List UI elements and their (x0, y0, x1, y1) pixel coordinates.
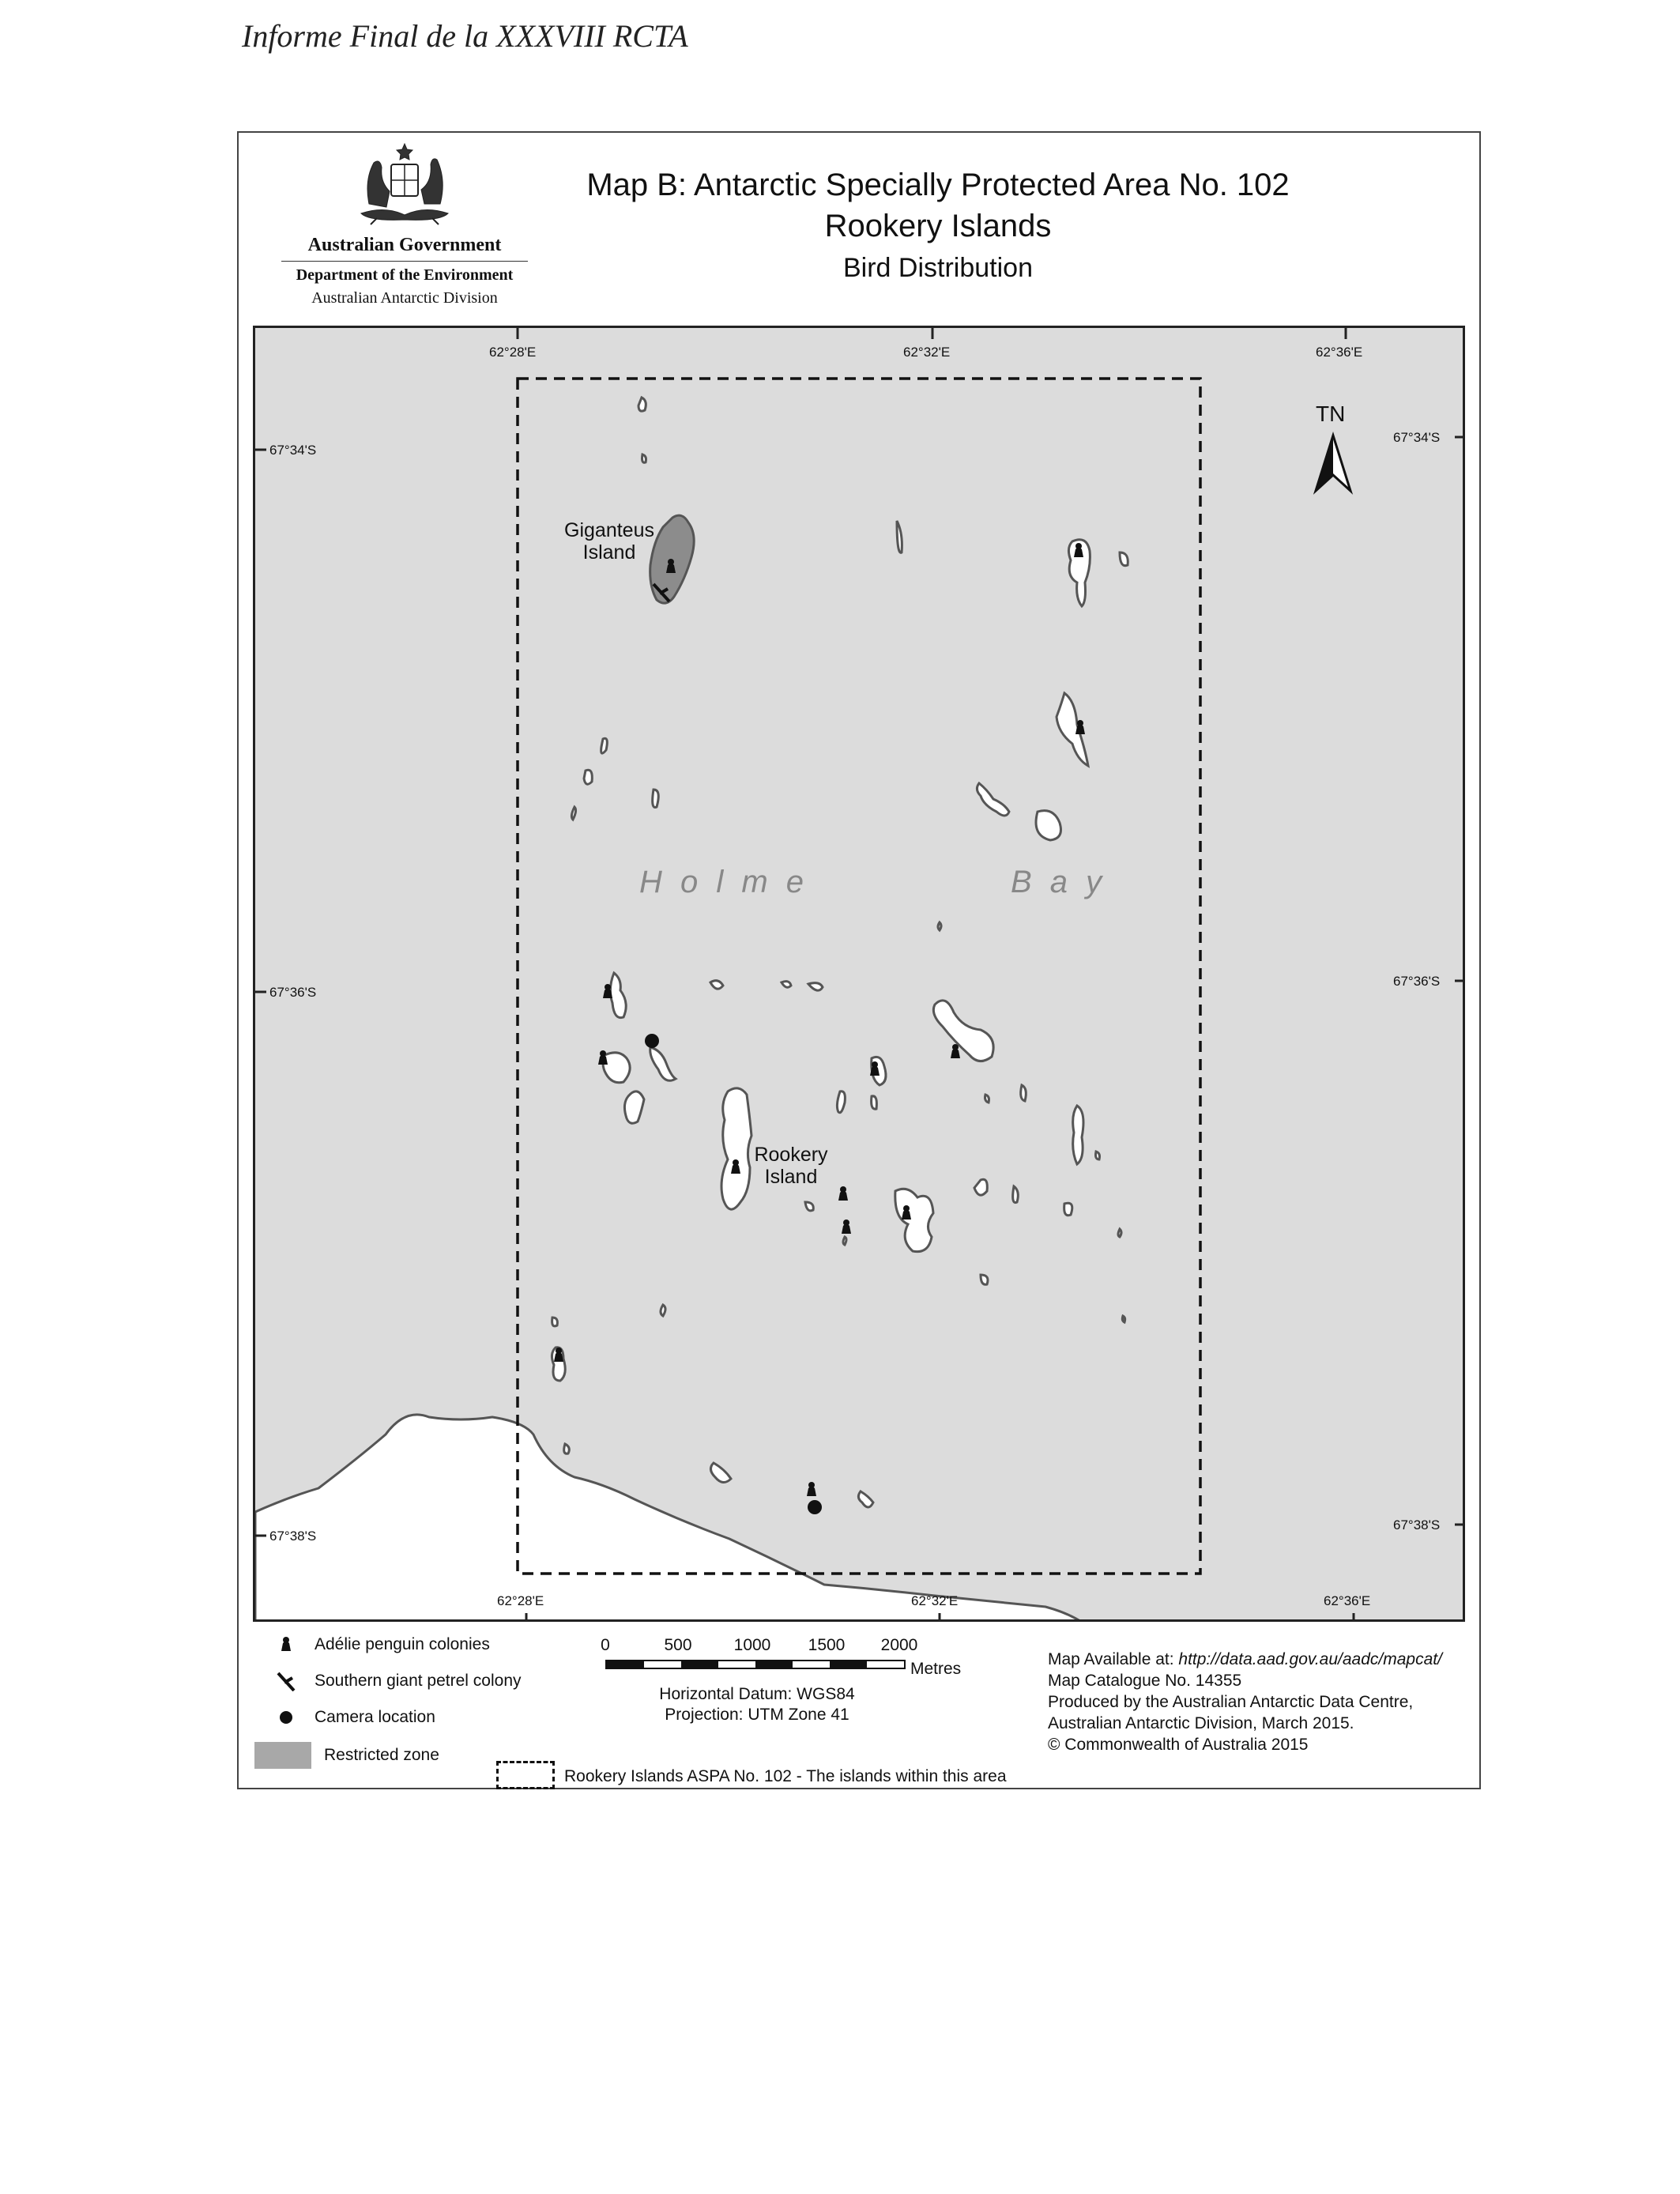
mainland-coast (255, 1415, 1085, 1622)
legend-camera (258, 1706, 435, 1729)
credits-availability (1048, 1649, 1442, 1670)
credits-produced-2: Australian Antarctic Division, March 2015. (1048, 1714, 1354, 1732)
north-arrow-label: TN (1316, 401, 1346, 426)
lat-left-2: 67°36'S (269, 985, 317, 1000)
penguin-icon (258, 1633, 315, 1657)
department-name: Department of the Environment (296, 266, 514, 284)
lon-bottom-2: 62°32'E (911, 1593, 959, 1608)
adelie-colonies (554, 543, 1085, 1496)
legend-petrel (258, 1669, 522, 1693)
camera-dot-icon (258, 1706, 315, 1729)
camera-dot-icon (645, 1034, 659, 1048)
giganteus-label-line2: Island (582, 541, 636, 564)
sea-label-bay: B a y (1011, 865, 1107, 899)
map-sheet (237, 131, 1481, 1789)
coat-of-arms-icon (345, 141, 464, 228)
credits-copyright: © Commonwealth of Australia 2015 (1048, 1736, 1309, 1754)
lon-bottom-3: 62°36'E (1324, 1593, 1371, 1608)
division-name: Australian Antarctic Division (311, 289, 498, 307)
map-canvas (253, 326, 1465, 1622)
credits-catalogue: Map Catalogue No. 14355 (1048, 1672, 1242, 1690)
lat-right-3: 67°38'S (1393, 1517, 1441, 1532)
lon-top-3: 62°36'E (1316, 345, 1363, 360)
lat-right-2: 67°36'S (1393, 974, 1441, 989)
map-title-area: Rookery Islands (824, 209, 1052, 243)
legend-aspa-label: Rookery Islands ASPA No. 102 - The islands within this area (564, 1767, 1007, 1785)
giganteus-label-line1: Giganteus (564, 519, 654, 541)
government-branding (270, 141, 539, 307)
scale-tick-1500: 1500 (808, 1636, 846, 1654)
credits-url[interactable]: http://data.aad.gov.au/aadc/mapcat/ (1178, 1650, 1442, 1668)
lon-top-2: 62°32'E (903, 345, 951, 360)
penguin-icon (838, 1186, 848, 1201)
scale-tick-0: 0 (601, 1636, 610, 1654)
penguin-icon (807, 1482, 816, 1496)
camera-dot-icon (808, 1500, 822, 1514)
scale-tick-2000: 2000 (880, 1636, 918, 1654)
rookery-label-line2: Island (764, 1166, 818, 1188)
map-credits (1048, 1649, 1442, 1755)
map-title-block (539, 164, 1337, 284)
map-title: Map B: Antarctic Specially Protected Area No. 102 (586, 168, 1290, 202)
credits-available-prefix: Map Available at: (1048, 1650, 1174, 1668)
petrel-icon (258, 1669, 315, 1693)
government-name: Australian Government (307, 235, 502, 255)
legend-restricted (254, 1742, 439, 1769)
penguin-icon (842, 1220, 851, 1234)
rookery-label-line1: Rookery (754, 1144, 828, 1166)
horizontal-datum: Horizontal Datum: WGS84 (659, 1685, 855, 1703)
document-header: Informe Final de la XXXVIII RCTA (242, 18, 688, 54)
lon-bottom-1: 62°28'E (497, 1593, 544, 1608)
scale-bar (605, 1660, 906, 1669)
scale-unit: Metres (910, 1660, 962, 1678)
islands (552, 398, 1128, 1507)
restricted-swatch (254, 1742, 311, 1769)
credits-produced-1: Produced by the Australian Antarctic Data Centre, (1048, 1693, 1414, 1711)
lat-left-3: 67°38'S (269, 1529, 317, 1544)
legend-adelie-label: Adélie penguin colonies (315, 1635, 490, 1653)
legend-restricted-label: Restricted zone (324, 1746, 439, 1764)
scale-tick-500: 500 (664, 1636, 692, 1654)
lon-top-1: 62°28'E (489, 345, 537, 360)
scale-bar-block (599, 1636, 962, 1731)
legend-petrel-label: Southern giant petrel colony (315, 1672, 522, 1690)
legend-camera-label: Camera location (315, 1708, 435, 1726)
map-legend (239, 1622, 1479, 1788)
map-subtitle: Bird Distribution (843, 253, 1033, 283)
branding-divider (281, 261, 528, 262)
projection: Projection: UTM Zone 41 (665, 1706, 849, 1724)
scale-tick-1000: 1000 (733, 1636, 771, 1654)
legend-adelie (258, 1633, 490, 1657)
north-arrow-icon (1316, 401, 1350, 491)
sea-label-holme: H o l m e (639, 865, 809, 899)
lat-right-1: 67°34'S (1393, 430, 1441, 445)
lat-left-1: 67°34'S (269, 443, 317, 458)
aspa-boundary-swatch (496, 1761, 555, 1789)
